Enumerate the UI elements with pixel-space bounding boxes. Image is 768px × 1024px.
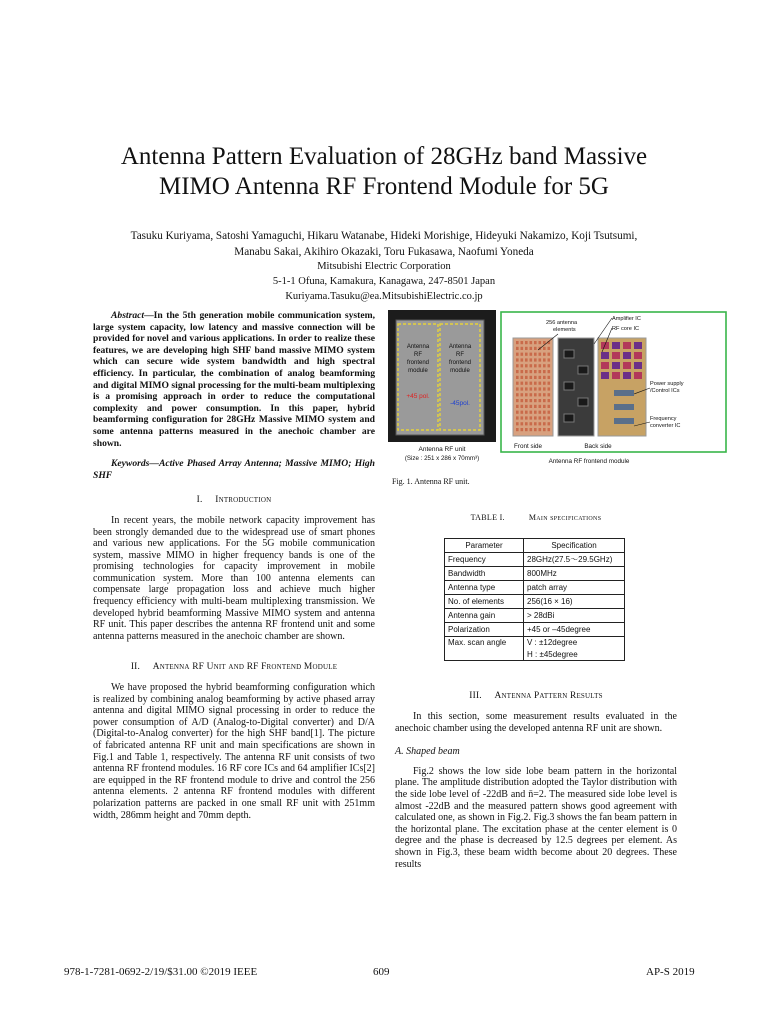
- section-number: III.: [469, 691, 482, 702]
- ic-chip: [623, 372, 631, 379]
- intro-paragraph: In recent years, the mobile network capacity improvement has been strongly demanded due to the widespread use of smart phones and various new applications. For the 5G mobile communication system, massive MIMO in higher frequency bands is one of the promising technologies for capacity improvement in mobile communication system. More than 100 antenna elements can compensate large propagation loss and achieve much higher frequency efficiency with multi-beam multiplexing transmission. We developed hybrid beamforming Massive MIMO system and antenna RF unit. This paper describes the antenna RF frontend unit and some antenna patterns measured in the anechoic chamber are shown.: [93, 514, 375, 642]
- figure-1: [388, 310, 728, 470]
- antenna-patch: [521, 416, 524, 419]
- table-cell: > 28dBi: [524, 609, 625, 623]
- author-list: [60, 229, 708, 260]
- abstract-text: —In the 5th generation mobile communication system, large system capacity, low latency and massive connection will be provided for novel and various applications. In order to realize these features, we are developing high SHF band massive MIMO system which can secure wide system bandwidth and high spectral efficiency. In particular, the combination of analog beamforming and digital MIMO signal processing for the multi-beam multiplexing is a promising approach in order to reduce the computational complexity and power consumption. In this paper, hybrid beamforming configuration for 28GHz Massive MIMO system and some antenna patterns measured in the anechoic chamber are shown.: [93, 310, 375, 449]
- paper-title: [60, 142, 708, 202]
- ic-chip: [564, 350, 574, 358]
- ic-chip: [614, 390, 634, 396]
- antenna-patch: [534, 422, 537, 425]
- subsection-heading-shaped-beam: A. Shaped beam: [395, 746, 460, 758]
- table-row: [445, 637, 625, 661]
- ic-chip: [634, 362, 642, 369]
- antenna-patch: [516, 411, 519, 414]
- scan-angle-h: H : ±45degree: [527, 649, 578, 659]
- table-header: Parameter: [445, 539, 524, 553]
- title-line-1: Antenna Pattern Evaluation of 28GHz band Massive: [120, 143, 648, 170]
- antenna-patch: [525, 411, 528, 414]
- antenna-patch: [521, 399, 524, 402]
- antenna-patch: [516, 376, 519, 379]
- table-number: TABLE I.: [470, 512, 505, 522]
- affiliation: Mitsubishi Electric Corporation: [317, 261, 451, 272]
- antenna-patch: [521, 428, 524, 431]
- antenna-patch: [539, 370, 542, 373]
- antenna-patch: [516, 382, 519, 385]
- table-caption: [395, 512, 677, 524]
- antenna-patch: [548, 382, 551, 385]
- ic-chip: [634, 352, 642, 359]
- antenna-patch: [516, 422, 519, 425]
- antenna-patch: [530, 399, 533, 402]
- antenna-patch: [525, 341, 528, 344]
- ic-chip: [564, 382, 574, 390]
- antenna-patch: [543, 382, 546, 385]
- unit-size: (Size : 251 x 286 x 70mm³): [404, 455, 480, 462]
- keywords-text: —Active Phased Array Antenna; Massive MIMO; High SHF: [93, 458, 375, 481]
- ic-chip: [564, 414, 574, 422]
- antenna-patch: [539, 387, 542, 390]
- antenna-patch: [530, 364, 533, 367]
- table-row: [445, 581, 625, 595]
- antenna-patch: [548, 370, 551, 373]
- label-256-elements: 256 antenna elements: [546, 320, 578, 333]
- shaped-beam-paragraph: Fig.2 shows the low side lobe beam pattern in the horizontal plane. The amplitude distribution adopted the Taylor distribution with the side lobe level of -22dB and n̄=2. The measured side lobe level is almost -22dB and the measured pattern shows good agreement with calculated one, as shown in Fig.2. Fig.3 shows the fan beam pattern in the horizontal plane. The excitation phase at the center element is 0 degree and the phase is decreased by 12.5 degrees per element. As shown in Fig.3, these beam width become about 20 degrees. These results: [395, 765, 677, 870]
- table-cell: No. of elements: [445, 595, 524, 609]
- ic-chip: [614, 418, 634, 424]
- ic-chip: [614, 404, 634, 410]
- results-paragraph: In this section, some measurement results evaluated in the anechoic chamber using the developed antenna RF unit are shown.: [395, 710, 677, 734]
- back-side-board-1: [558, 338, 594, 436]
- label-frequency-converter: Frequency converter IC: [650, 416, 681, 429]
- antenna-patch: [521, 358, 524, 361]
- antenna-patch: [548, 353, 551, 356]
- antenna-patch: [525, 393, 528, 396]
- antenna-patch: [525, 405, 528, 408]
- table-row: [445, 595, 625, 609]
- antenna-patch: [530, 376, 533, 379]
- antenna-patch: [516, 370, 519, 373]
- antenna-patch: [530, 405, 533, 408]
- antenna-patch: [516, 353, 519, 356]
- antenna-patch: [534, 358, 537, 361]
- antenna-patch: [543, 370, 546, 373]
- rf-unit-paragraph: We have proposed the hybrid beamforming configuration which is realized by combining analog beamforming by active phased array antenna and digital MIMO signal processing in order to reduce the power consumption of A/D (Analog-to-Digital converter) and D/A (Digital-to-Analog converter) for the high SHF band[1]. The picture of fabricated antenna RF unit and main specifications are shown in Fig.1 and Table 1, respectively. The antenna RF unit consists of two antenna RF frontend modules. 16 RF core ICs and 64 amplifier ICs[2] are equipped in the RF frontend module to drive and control the 256 antenna elements. 2 antenna RF frontend modules with different polarization patterns are packed in one small RF unit with 251mm width, 286mm height and 70mm depth.: [93, 682, 375, 821]
- antenna-patch: [548, 416, 551, 419]
- antenna-patch: [543, 341, 546, 344]
- antenna-patch: [521, 376, 524, 379]
- antenna-patch: [530, 353, 533, 356]
- antenna-patch: [539, 341, 542, 344]
- antenna-patch: [525, 428, 528, 431]
- antenna-patch: [548, 393, 551, 396]
- ic-chip: [623, 342, 631, 349]
- table-cell: Antenna gain: [445, 609, 524, 623]
- antenna-patch: [521, 364, 524, 367]
- antenna-patch: [539, 411, 542, 414]
- antenna-patch: [516, 393, 519, 396]
- antenna-patch: [521, 341, 524, 344]
- keywords-label: Keywords: [111, 458, 150, 470]
- antenna-patch: [521, 347, 524, 350]
- antenna-patch: [521, 382, 524, 385]
- footer-conference: AP-S 2019: [646, 966, 695, 978]
- label-amplifier-ic: Amplifier IC: [612, 316, 641, 322]
- antenna-patch: [543, 358, 546, 361]
- antenna-patch: [530, 428, 533, 431]
- antenna-patch: [543, 411, 546, 414]
- antenna-patch: [539, 399, 542, 402]
- table-row: [445, 609, 625, 623]
- antenna-patch: [543, 399, 546, 402]
- antenna-patch: [516, 341, 519, 344]
- antenna-patch: [543, 364, 546, 367]
- ic-chip: [578, 398, 588, 406]
- antenna-patch: [534, 405, 537, 408]
- figure-1-caption: Fig. 1. Antenna RF unit.: [392, 477, 470, 486]
- antenna-patch: [543, 422, 546, 425]
- antenna-patch: [543, 353, 546, 356]
- right-column: [392, 310, 684, 870]
- antenna-patch: [539, 382, 542, 385]
- section-title: Antenna RF Unit and RF Frontend Module: [152, 662, 338, 673]
- antenna-patch: [548, 358, 551, 361]
- table-cell: Max. scan angle: [445, 637, 524, 661]
- antenna-patch: [539, 353, 542, 356]
- antenna-patch: [534, 364, 537, 367]
- antenna-patch: [516, 364, 519, 367]
- antenna-patch: [530, 358, 533, 361]
- ic-chip: [612, 362, 620, 369]
- table-cell: 800MHz: [524, 567, 625, 581]
- antenna-patch: [521, 422, 524, 425]
- front-side-board: [513, 338, 553, 436]
- antenna-patch: [539, 428, 542, 431]
- antenna-patch: [543, 416, 546, 419]
- antenna-patch: [530, 347, 533, 350]
- table-row: [445, 623, 625, 637]
- antenna-patch: [534, 387, 537, 390]
- antenna-patch: [534, 416, 537, 419]
- antenna-patch: [525, 364, 528, 367]
- antenna-patch: [543, 428, 546, 431]
- address: 5-1-1 Ofuna, Kamakura, Kanagawa, 247-8501 Japan: [272, 276, 496, 287]
- antenna-patch: [530, 387, 533, 390]
- antenna-patch: [516, 347, 519, 350]
- antenna-patch: [525, 353, 528, 356]
- antenna-patch: [539, 416, 542, 419]
- title-line-2: MIMO Antenna RF Frontend Module for 5G: [159, 173, 609, 200]
- left-column: [93, 310, 375, 821]
- ic-chip: [578, 366, 588, 374]
- table-cell: 256(16 × 16): [524, 595, 625, 609]
- table-cell: patch array: [524, 581, 625, 595]
- antenna-patch: [548, 405, 551, 408]
- antenna-patch: [530, 341, 533, 344]
- antenna-patch: [530, 393, 533, 396]
- ic-chip: [634, 342, 642, 349]
- antenna-patch: [539, 393, 542, 396]
- footer-copyright: 978-1-7281-0692-2/19/$31.00 ©2019 IEEE: [64, 966, 258, 978]
- antenna-patch: [534, 347, 537, 350]
- table-cell: Bandwidth: [445, 567, 524, 581]
- antenna-patch: [521, 387, 524, 390]
- antenna-patch: [543, 405, 546, 408]
- antenna-patch: [539, 364, 542, 367]
- module-right-label: Antenna RF frontend module: [448, 344, 472, 374]
- antenna-patch: [548, 428, 551, 431]
- antenna-patch: [525, 416, 528, 419]
- antenna-patch: [543, 347, 546, 350]
- antenna-patch: [548, 376, 551, 379]
- table-title: Main specifications: [528, 512, 602, 522]
- antenna-patch: [530, 411, 533, 414]
- antenna-patch: [516, 387, 519, 390]
- antenna-patch: [516, 405, 519, 408]
- pol-plus-label: +45 pol.: [406, 393, 430, 400]
- antenna-patch: [530, 416, 533, 419]
- footer-page-number: 609: [373, 966, 390, 978]
- section-heading-rf-unit: [93, 662, 375, 674]
- antenna-patch: [525, 376, 528, 379]
- authors-line-1: Tasuku Kuriyama, Satoshi Yamaguchi, Hikaru Watanabe, Hideki Morishige, Hideyuki Nakamizo, Koji Tsutsumi,: [130, 230, 638, 242]
- section-heading-intro: [93, 495, 375, 507]
- ic-chip: [601, 352, 609, 359]
- antenna-patch: [543, 393, 546, 396]
- label-power-supply: Power supply /Control ICs: [650, 381, 684, 394]
- antenna-patch: [516, 416, 519, 419]
- ic-chip: [623, 362, 631, 369]
- antenna-patch: [543, 376, 546, 379]
- affiliation-block: [60, 259, 708, 304]
- table-cell: 28GHz(27.5～29.5GHz): [524, 553, 625, 567]
- antenna-patch: [525, 358, 528, 361]
- ic-chip: [612, 372, 620, 379]
- antenna-patch: [525, 382, 528, 385]
- antenna-patch: [534, 411, 537, 414]
- section-number: I.: [196, 495, 203, 506]
- antenna-patch: [525, 347, 528, 350]
- antenna-patch: [534, 370, 537, 373]
- module-caption: Antenna RF frontend module: [548, 458, 630, 465]
- antenna-patch: [516, 428, 519, 431]
- antenna-patch: [530, 382, 533, 385]
- antenna-patch: [543, 387, 546, 390]
- email: Kuriyama.Tasuku@ea.MitsubishiElectric.co.jp: [285, 291, 483, 302]
- antenna-unit-figure: [388, 310, 728, 470]
- back-side-label: Back side: [584, 443, 612, 450]
- antenna-patch: [539, 376, 542, 379]
- antenna-patch: [530, 370, 533, 373]
- front-side-label: Front side: [514, 443, 542, 450]
- ic-chip: [612, 352, 620, 359]
- table-row: [445, 567, 625, 581]
- ic-chip: [623, 352, 631, 359]
- antenna-patch: [548, 411, 551, 414]
- section-number: II.: [130, 662, 141, 673]
- table-cell: [524, 637, 625, 661]
- antenna-patch: [530, 422, 533, 425]
- ic-chip: [601, 362, 609, 369]
- section-heading-results: [395, 691, 677, 703]
- antenna-patch: [534, 399, 537, 402]
- section-title: Introduction: [215, 495, 272, 506]
- section-title: Antenna Pattern Results: [494, 691, 603, 702]
- antenna-patch: [525, 399, 528, 402]
- scan-angle-v: V : ±12degree: [527, 638, 578, 648]
- antenna-patch: [548, 387, 551, 390]
- spec-table: [444, 538, 625, 661]
- antenna-patch: [516, 399, 519, 402]
- antenna-patch: [516, 358, 519, 361]
- antenna-patch: [548, 364, 551, 367]
- antenna-patch: [525, 422, 528, 425]
- antenna-patch: [539, 405, 542, 408]
- table-row: [445, 553, 625, 567]
- antenna-unit-photo: [396, 320, 484, 435]
- antenna-patch: [534, 376, 537, 379]
- label-rf-core-ic: RF core IC: [612, 326, 640, 332]
- module-left-label: Antenna RF frontend module: [406, 344, 430, 374]
- antenna-patch: [548, 399, 551, 402]
- abstract-label: Abstract: [111, 310, 145, 321]
- table-cell: Frequency: [445, 553, 524, 567]
- keywords: [93, 458, 375, 481]
- table-cell: Polarization: [445, 623, 524, 637]
- antenna-patch: [534, 428, 537, 431]
- ic-chip: [612, 342, 620, 349]
- ic-chip: [601, 372, 609, 379]
- table-cell: +45 or –45degree: [524, 623, 625, 637]
- antenna-patch: [548, 422, 551, 425]
- antenna-patch: [534, 382, 537, 385]
- authors-line-2: Manabu Sakai, Akihiro Okazaki, Toru Fukasawa, Naofumi Yoneda: [234, 245, 534, 258]
- antenna-patch: [521, 370, 524, 373]
- antenna-patch: [534, 341, 537, 344]
- pol-minus-label: -45pol.: [450, 400, 470, 407]
- antenna-patch: [539, 422, 542, 425]
- antenna-patch: [521, 393, 524, 396]
- antenna-patch: [525, 370, 528, 373]
- ic-chip: [634, 372, 642, 379]
- antenna-patch: [521, 353, 524, 356]
- unit-caption: Antenna RF unit: [418, 446, 466, 453]
- table-cell: Antenna type: [445, 581, 524, 595]
- antenna-patch: [534, 393, 537, 396]
- antenna-patch: [534, 353, 537, 356]
- antenna-patch: [521, 405, 524, 408]
- antenna-patch: [548, 347, 551, 350]
- table-header-row: [445, 539, 625, 553]
- table-header: Specification: [524, 539, 625, 553]
- antenna-patch: [539, 358, 542, 361]
- abstract: [93, 310, 375, 449]
- antenna-patch: [521, 411, 524, 414]
- antenna-patch: [525, 387, 528, 390]
